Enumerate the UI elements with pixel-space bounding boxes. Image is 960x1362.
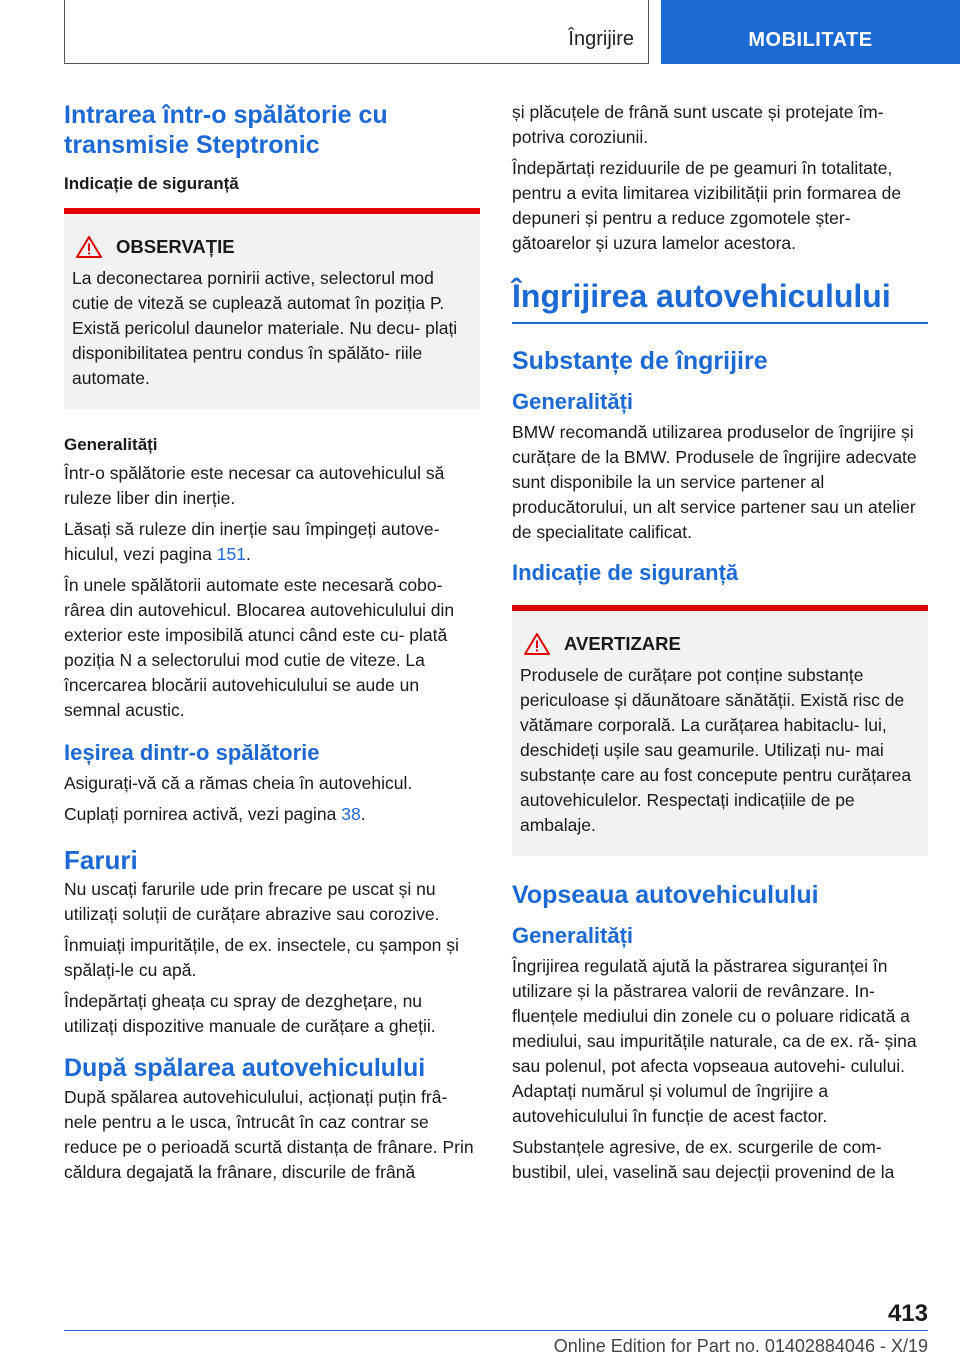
- header-section-title: Îngrijire: [568, 28, 634, 50]
- safety-heading-left: Indicație de siguranță: [64, 174, 239, 193]
- paragraph-push-vehicle: Lăsați să ruleze din inerție sau împingeți autove- hiculul, vezi pagina 151.: [64, 519, 440, 564]
- paragraph-aggressive-substances: Substanțele agresive, de ex. scurgerile de com- bustibil, ulei, vaselină sau dejecții provenind de la: [512, 1137, 895, 1182]
- notice-box: [64, 208, 480, 409]
- paragraph-bmw-recommends: BMW recomandă utilizarea produselor de îngrijire și curățare de la BMW. Produsele de îngrijire adecvate sunt disponibile la un service partener al producătorului, un alt service partener sau un atelier de specialitate calificat.: [512, 422, 917, 542]
- exit-wash-heading: Ieșirea dintr-o spălătorie: [64, 740, 320, 765]
- headlights-heading: Faruri: [64, 845, 138, 875]
- paragraph-regular-care: Îngrijirea regulată ajută la păstrarea siguranței în utilizare și la păstrarea valorii de revânzare. In- fluențele mediului din zonele cu o poluare ridicată a mediului, sau impuritățile naturale, ca de ex. ră- șina sau polenul, pot afecta vopseaua autovehi- culului. Adaptați numărul și volumul de îngrijire a autovehiculului în funcție de acest factor.: [512, 956, 917, 1126]
- after-wash-heading: După spălarea autovehiculului: [64, 1054, 426, 1082]
- header-tab-label: MOBILITATE: [748, 29, 873, 51]
- paragraph-windows-residue: Îndepărtați reziduurile de pe geamuri în totalitate, pentru a evita limitarea vizibilității prin formarea de depuneri și pentru a reduce zgomotele șter- gătoarelor și uzura lamelor acestora.: [512, 158, 902, 253]
- page-number: 413: [887, 1300, 928, 1327]
- header-mobility-tab[interactable]: [661, 0, 960, 64]
- general-heading-right-1: Generalități: [512, 389, 634, 414]
- header-section-box: [64, 0, 649, 64]
- warning-text: Produsele de curățare pot conține substanțe periculoase și dăunătoare sănătății. Există risc de vătămare corporală. La curățarea habitaclu- lui, deschideți ușile sau geamurile. Utilizați nu- mai substanțe care au fost concepute pentru curățarea autovehiculelor. Respectați indicațiile de pe ambalaje.: [520, 665, 912, 835]
- paragraph-headlights-ice: Îndepărtați gheața cu spray de dezghețare, nu utilizați dispozitive manuale de curățare a gheții.: [64, 991, 436, 1036]
- paragraph-headlights-soak: Înmuiați impuritățile, de ex. insectele, cu șampon și spălați-le cu apă.: [64, 935, 459, 980]
- paragraph-headlights-dry: Nu uscați farurile ude prin frecare pe uscat și nu utilizați soluții de curățare abrazive sau corozive.: [64, 879, 440, 924]
- footer-edition: Online Edition for Part no. 01402884046 - X/19: [553, 1336, 928, 1356]
- right-column: [512, 100, 928, 1191]
- warning-box: [512, 605, 928, 856]
- notice-label: OBSERVAȚIE: [116, 236, 235, 257]
- safety-heading-right: Indicație de siguranță: [512, 560, 739, 585]
- paragraph-engage-ignition: Cuplați pornirea activă, vezi pagina 38.: [64, 804, 366, 824]
- notice-text: La deconectarea pornirii active, selectorul mod cutie de viteză se cuplează automat în poziția P. Există pericolul daunelor materiale. Nu decu- plați disponibilitatea pentru condus în spălăto- riile automate.: [72, 268, 458, 388]
- paragraph-brakes-dry: După spălarea autovehiculului, acționați puțin frâ- nele pentru a le usca, întrucât în caz contrar se reduce pe o perioadă scurtă distanța de frânare. Prin căldura degajată la frânare, discurile de frână: [64, 1087, 474, 1182]
- page-link-151[interactable]: 151: [216, 544, 246, 564]
- paragraph-check-key: Asigurați-vă că a rămas cheia în autovehicul.: [64, 773, 413, 793]
- paragraph-brakes-continued: și plăcuțele de frână sunt uscate și protejate îm- potriva coroziunii.: [512, 102, 884, 147]
- footer-rule: [64, 1330, 928, 1331]
- left-column: [64, 100, 480, 1191]
- warning-triangle-icon: [76, 236, 102, 258]
- general-heading-right-2: Generalități: [512, 923, 634, 948]
- general-heading-left: Generalități: [64, 435, 158, 454]
- paragraph-free-roll: Într-o spălătorie este necesar ca autovehiculul să ruleze liber din inerție.: [64, 463, 445, 508]
- paint-heading: Vopseaua autovehiculului: [512, 881, 819, 909]
- paragraph-exit-vehicle: În unele spălătorii automate este necesară cobo- rârea din autovehicul. Blocarea autovehiculului din exterior este imposibilă atunci când este cu- plată poziția N a selectorului mod cutie de viteze. La încercarea blocării autovehiculului se aude un semnal acustic.: [64, 575, 455, 720]
- care-products-heading: Substanțe de îngrijire: [512, 347, 768, 375]
- warning-label: AVERTIZARE: [564, 633, 681, 654]
- vehicle-care-heading: Îngrijirea autovehiculului: [512, 276, 928, 324]
- steptronic-wash-title: Intrarea într-o spălătorie cu transmisie Steptronic: [64, 101, 388, 159]
- page-link-38[interactable]: 38: [341, 804, 361, 824]
- warning-triangle-icon: [524, 633, 550, 655]
